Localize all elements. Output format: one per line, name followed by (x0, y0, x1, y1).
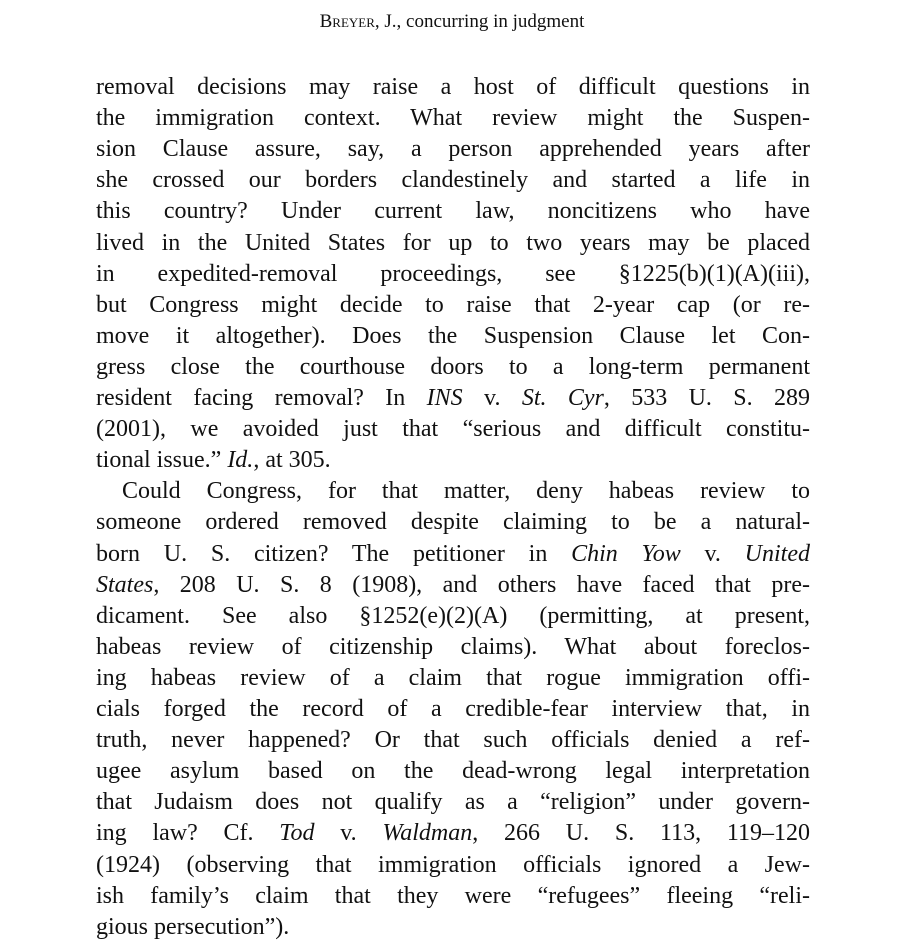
header-caption: , J., concurring in judgment (374, 11, 585, 32)
text-line (96, 445, 810, 475)
text-segment: someone ordered removed despite claiming to be a natural- (96, 509, 810, 536)
text-line (96, 165, 810, 195)
text-segment: ish family’s claim that they were “refugees” fleeing “reli- (96, 882, 810, 909)
case-name-italic: Chin Yow (571, 540, 681, 567)
text-segment: , 266 U. S. 113, 119–120 (472, 820, 810, 847)
text-line (96, 663, 810, 693)
text-segment: ing law? Cf. (96, 820, 280, 847)
text-segment: habeas review of citizenship claims). What about foreclos- (96, 633, 810, 660)
text-segment: she crossed our borders clandestinely and started a life in (96, 167, 810, 194)
text-line (96, 196, 810, 226)
text-segment: in expedited-removal proceedings, see §1225(b)(1)(A)(iii), (96, 260, 810, 287)
running-header (0, 10, 904, 34)
text-line (96, 881, 810, 911)
text-line (96, 290, 810, 320)
text-line (96, 694, 810, 724)
text-line (96, 787, 810, 817)
text-line (96, 539, 810, 569)
text-segment: lived in the United States for up to two years may be placed (96, 229, 810, 256)
text-line (96, 228, 810, 258)
case-name-italic: INS (426, 385, 463, 411)
text-line (96, 383, 810, 413)
text-segment: (2001), we avoided just that “serious and difficult constitu- (96, 416, 810, 443)
case-name-italic: States (96, 571, 154, 598)
text-segment: born U. S. citizen? The petitioner in (96, 540, 572, 567)
text-line (96, 507, 810, 537)
text-segment: but Congress might decide to raise that 2-year cap (or re- (96, 291, 810, 318)
text-line (96, 725, 810, 755)
text-segment: Could Congress, for that matter, deny habeas review to (122, 478, 810, 505)
text-line (96, 632, 810, 662)
text-segment: v. (462, 385, 522, 411)
case-name-italic: United (744, 540, 810, 567)
text-line (96, 321, 810, 351)
text-segment: this country? Under current law, noncitizens who have (96, 198, 810, 225)
case-name-italic: Tod (279, 820, 315, 847)
text-segment: removal decisions may raise a host of difficult questions in (96, 74, 810, 100)
text-segment: resident facing removal? In (96, 385, 427, 411)
text-segment: dicament. See also §1252(e)(2)(A) (permitting, at present, (96, 602, 810, 629)
text-segment: , at 305. (253, 447, 331, 474)
text-line (96, 818, 810, 848)
text-line (96, 756, 810, 786)
text-line (96, 850, 810, 880)
text-line (96, 103, 810, 133)
text-segment: gress close the courthouse doors to a long-term permanent (96, 353, 810, 380)
text-line (96, 134, 810, 164)
text-line (96, 259, 810, 289)
text-segment: gious persecution”). (96, 913, 290, 940)
text-segment: v. (680, 540, 745, 567)
case-name-italic: Waldman (382, 820, 473, 847)
text-segment: v. (314, 820, 383, 847)
text-line (96, 414, 810, 444)
text-segment: cials forged the record of a credible-fear interview that, in (96, 696, 810, 722)
text-segment: (1924) (observing that immigration officials ignored a Jew- (96, 851, 810, 878)
text-line (96, 912, 810, 942)
text-segment: ugee asylum based on the dead-wrong legal interpretation (96, 758, 810, 785)
text-segment: tional issue.” (96, 447, 228, 474)
text-segment: that Judaism does not qualify as a “religion” under govern- (96, 789, 810, 816)
text-line (96, 352, 810, 382)
header-judge-name: Breyer (319, 11, 375, 32)
text-line (96, 601, 810, 631)
text-segment: , 533 U. S. 289 (603, 385, 810, 411)
case-name-italic: Id. (227, 447, 254, 474)
text-line (96, 72, 810, 102)
text-segment: move it altogether). Does the Suspension Clause let Con- (96, 322, 810, 349)
text-segment: truth, never happened? Or that such officials denied a ref- (96, 727, 810, 754)
case-name-italic: St. Cyr (521, 385, 604, 411)
text-segment: ing habeas review of a claim that rogue immigration offi- (96, 664, 810, 691)
text-line (96, 570, 810, 600)
text-segment: , 208 U. S. 8 (1908), and others have faced that pre- (153, 571, 810, 598)
text-segment: the immigration context. What review might the Suspen- (96, 105, 810, 132)
text-segment: sion Clause assure, say, a person apprehended years after (96, 136, 810, 163)
text-line (122, 476, 810, 506)
